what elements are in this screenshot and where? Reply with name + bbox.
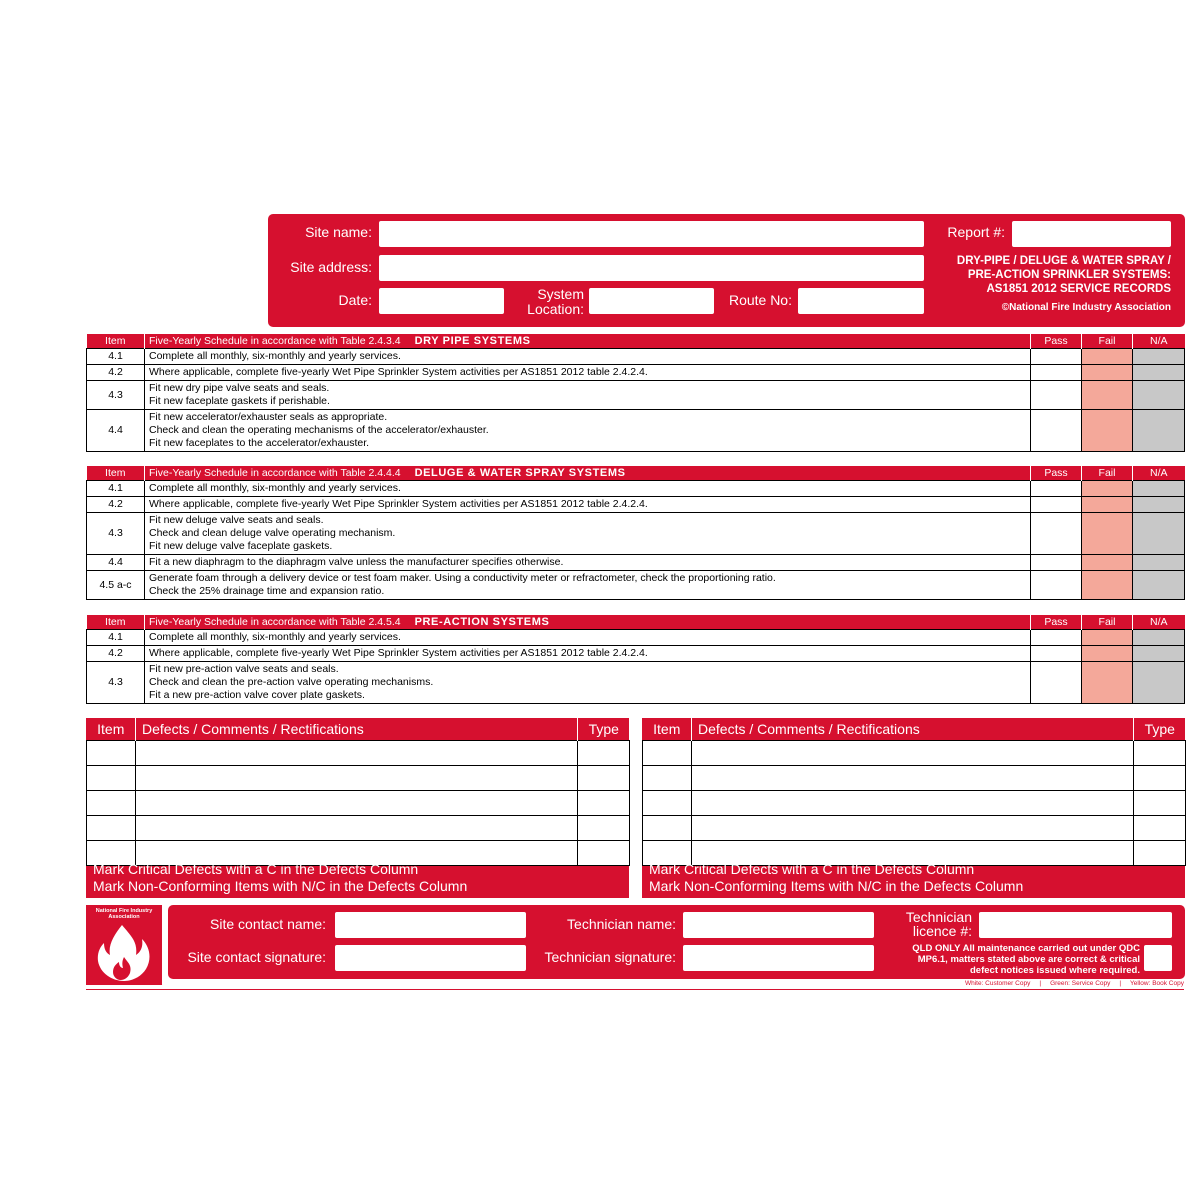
- table-row: [87, 555, 1185, 571]
- schedule-reference: Five-Yearly Schedule in accordance with Table 2.4.4.4: [149, 467, 401, 479]
- item-number: 4.4: [87, 410, 145, 452]
- table-row: [87, 646, 1185, 662]
- na-column-header: N/A: [1133, 466, 1185, 481]
- defect-type-cell[interactable]: [1134, 841, 1186, 866]
- task-description: [145, 646, 1031, 662]
- site-address-field[interactable]: [379, 255, 924, 281]
- task-description: [145, 630, 1031, 646]
- na-cell[interactable]: [1133, 646, 1185, 662]
- section-title: PRE-ACTION SYSTEMS: [414, 616, 550, 628]
- schedule-header-row: [87, 615, 1185, 630]
- defects-note: [649, 861, 1023, 895]
- fail-cell[interactable]: [1082, 497, 1133, 513]
- technician-licence-label: [884, 910, 972, 938]
- defect-item-cell[interactable]: [643, 791, 692, 816]
- item-number: 4.3: [87, 381, 145, 410]
- na-cell[interactable]: [1133, 349, 1185, 365]
- task-description: [145, 381, 1031, 410]
- defect-comment-cell[interactable]: [692, 741, 1134, 766]
- defects-comments-header: Defects / Comments / Rectifications: [692, 718, 1134, 741]
- defect-comment-cell[interactable]: [136, 741, 578, 766]
- pass-cell[interactable]: [1031, 630, 1082, 646]
- system-location-label: [514, 287, 584, 317]
- task-description: [145, 571, 1031, 600]
- fail-column-header: Fail: [1082, 466, 1133, 481]
- item-column-header: Item: [87, 334, 145, 349]
- report-number-label: Report #:: [947, 224, 1005, 240]
- schedule-header-row: [87, 466, 1185, 481]
- task-line: Check and clean the pre-action valve operating mechanisms.: [149, 676, 434, 688]
- signature-panel: [168, 905, 1185, 979]
- task-line: Fit new accelerator/exhauster seals as appropriate.: [149, 411, 388, 423]
- site-contact-signature-field[interactable]: [335, 945, 526, 971]
- table-row: [87, 365, 1185, 381]
- pass-column-header: Pass: [1031, 466, 1082, 481]
- item-number: 4.1: [87, 349, 145, 365]
- defect-row: [87, 766, 630, 791]
- logo-country: Australia: [132, 980, 162, 987]
- defect-row: [87, 791, 630, 816]
- task-line: Generate foam through a delivery device or test foam maker. Using a conductivity meter or refractometer, check the proportioning ratio.: [149, 572, 776, 584]
- pass-cell[interactable]: [1031, 555, 1082, 571]
- defect-type-cell[interactable]: [578, 816, 630, 841]
- pass-cell[interactable]: [1031, 513, 1082, 555]
- table-row: [87, 381, 1185, 410]
- defect-comment-cell[interactable]: [136, 766, 578, 791]
- fail-cell[interactable]: [1082, 365, 1133, 381]
- task-line: Check and clean the operating mechanisms of the accelerator/exhauster.: [149, 424, 489, 436]
- technician-licence-label-line-1: Technician: [905, 909, 972, 925]
- copy-distribution: White: Customer Copy | Green: Service Copy | Yellow: Book Copy: [964, 980, 1184, 987]
- defect-item-cell[interactable]: [87, 766, 136, 791]
- task-line: Fit a new pre-action valve cover plate gaskets.: [149, 689, 365, 701]
- item-number: 4.2: [87, 365, 145, 381]
- task-description: [145, 481, 1031, 497]
- date-label: Date:: [338, 292, 372, 308]
- task-line: Fit new pre-action valve seats and seals.: [149, 663, 339, 675]
- defect-type-cell[interactable]: [578, 766, 630, 791]
- fail-cell[interactable]: [1082, 410, 1133, 452]
- task-line: Fit new deluge valve seats and seals.: [149, 514, 324, 526]
- item-column-header: Item: [87, 615, 145, 630]
- pass-cell[interactable]: [1031, 497, 1082, 513]
- defect-item-cell[interactable]: [643, 816, 692, 841]
- logo-text: National Fire Industry Association: [95, 908, 153, 920]
- section-title: DRY PIPE SYSTEMS: [414, 335, 531, 347]
- fail-cell[interactable]: [1082, 381, 1133, 410]
- task-line: Fit a new diaphragm to the diaphragm valve unless the manufacturer specifies otherwise.: [149, 556, 564, 568]
- defect-item-cell[interactable]: [87, 816, 136, 841]
- na-cell[interactable]: [1133, 513, 1185, 555]
- na-column-header: N/A: [1133, 615, 1185, 630]
- defects-note-non-conforming: Mark Non-Conforming Items with N/C in the Defects Column: [93, 878, 468, 894]
- technician-signature-label: Technician signature:: [544, 949, 676, 965]
- defect-row: [643, 816, 1186, 841]
- nfia-logo: [86, 905, 162, 985]
- schedule-title-header: [145, 334, 1031, 349]
- defect-type-cell[interactable]: [578, 841, 630, 866]
- task-line: Where applicable, complete five-yearly Wet Pipe Sprinkler System activities per AS1851 2012 table 2.4.2.4.: [149, 366, 648, 378]
- item-number: 4.3: [87, 662, 145, 704]
- form-title-line-3: AS1851 2012 SERVICE RECORDS: [986, 283, 1171, 295]
- pass-column-header: Pass: [1031, 615, 1082, 630]
- pass-cell[interactable]: [1031, 481, 1082, 497]
- fail-cell[interactable]: [1082, 481, 1133, 497]
- system-location-field[interactable]: [589, 288, 714, 314]
- defects-note: [93, 861, 467, 895]
- footer-rule: [86, 989, 1184, 990]
- fail-cell[interactable]: [1082, 630, 1133, 646]
- na-column-header: N/A: [1133, 334, 1185, 349]
- qld-line-3: defect notices issued where required.: [970, 965, 1140, 976]
- fail-cell[interactable]: [1082, 662, 1133, 704]
- task-description: [145, 349, 1031, 365]
- na-cell[interactable]: [1133, 481, 1185, 497]
- item-number: 4.1: [87, 630, 145, 646]
- defects-note-critical: Mark Critical Defects with a C in the Defects Column: [649, 861, 975, 877]
- na-cell[interactable]: [1133, 555, 1185, 571]
- defect-comment-cell[interactable]: [692, 816, 1134, 841]
- defects-panel-left: [86, 718, 629, 898]
- defect-type-cell[interactable]: [578, 791, 630, 816]
- defect-comment-cell[interactable]: [692, 791, 1134, 816]
- fail-column-header: Fail: [1082, 334, 1133, 349]
- qld-line-1: QLD ONLY All maintenance carried out under QDC: [912, 943, 1140, 954]
- site-contact-name-label: Site contact name:: [210, 916, 326, 932]
- defect-row: [643, 791, 1186, 816]
- defects-type-header: Type: [578, 718, 630, 741]
- defects-item-header: Item: [97, 721, 125, 737]
- task-line: Where applicable, complete five-yearly Wet Pipe Sprinkler System activities per AS1851 2012 table 2.4.2.4.: [149, 498, 648, 510]
- schedule-title-header: [145, 466, 1031, 481]
- qld-checkbox[interactable]: [1144, 945, 1172, 971]
- report-number-field[interactable]: [1012, 221, 1171, 247]
- schedule-table: [86, 466, 1185, 600]
- task-line: Complete all monthly, six-monthly and yearly services.: [149, 350, 401, 362]
- task-line: Complete all monthly, six-monthly and yearly services.: [149, 482, 401, 494]
- task-line: Complete all monthly, six-monthly and yearly services.: [149, 631, 401, 643]
- technician-name-label: Technician name:: [567, 916, 676, 932]
- na-cell[interactable]: [1133, 497, 1185, 513]
- defect-comment-cell[interactable]: [692, 766, 1134, 791]
- defects-table-left: [86, 718, 630, 866]
- table-row: [87, 513, 1185, 555]
- system-location-label-line-2: Location:: [527, 301, 584, 317]
- defect-item-cell[interactable]: [643, 766, 692, 791]
- pass-cell[interactable]: [1031, 662, 1082, 704]
- item-number: 4.5 a-c: [87, 571, 145, 600]
- technician-licence-field[interactable]: [979, 912, 1172, 938]
- schedule-header-row: [87, 334, 1185, 349]
- item-number: 4.3: [87, 513, 145, 555]
- table-row: [87, 349, 1185, 365]
- technician-signature-field[interactable]: [683, 945, 874, 971]
- fail-cell[interactable]: [1082, 513, 1133, 555]
- defect-row: [643, 741, 1186, 766]
- section-title: DELUGE & WATER SPRAY SYSTEMS: [414, 467, 626, 479]
- table-row: [87, 571, 1185, 600]
- table-row: [87, 662, 1185, 704]
- task-description: [145, 662, 1031, 704]
- schedule-table: [86, 334, 1185, 452]
- table-row: [87, 481, 1185, 497]
- schedule-reference: Five-Yearly Schedule in accordance with Table 2.4.3.4: [149, 335, 401, 347]
- na-cell[interactable]: [1133, 410, 1185, 452]
- table-row: [87, 630, 1185, 646]
- site-name-label: Site name:: [305, 224, 372, 240]
- date-field[interactable]: [379, 288, 504, 314]
- defects-table-right: [642, 718, 1186, 866]
- defects-note-non-conforming: Mark Non-Conforming Items with N/C in the Defects Column: [649, 878, 1024, 894]
- site-contact-signature-label: Site contact signature:: [187, 949, 326, 965]
- task-line: Fit new deluge valve faceplate gaskets.: [149, 540, 333, 552]
- site-address-label: Site address:: [290, 259, 372, 275]
- task-description: [145, 365, 1031, 381]
- copyright-text: ©National Fire Industry Association: [1001, 302, 1171, 313]
- form-title-line-1: DRY-PIPE / DELUGE & WATER SPRAY /: [956, 255, 1171, 267]
- defect-row: [643, 766, 1186, 791]
- fail-cell[interactable]: [1082, 555, 1133, 571]
- na-cell[interactable]: [1133, 571, 1185, 600]
- task-description: [145, 410, 1031, 452]
- task-line: Fit new dry pipe valve seats and seals.: [149, 382, 330, 394]
- route-no-field[interactable]: [798, 288, 924, 314]
- pass-cell[interactable]: [1031, 571, 1082, 600]
- task-line: Check and clean deluge valve operating mechanism.: [149, 527, 396, 539]
- na-cell[interactable]: [1133, 630, 1185, 646]
- task-description: [145, 555, 1031, 571]
- fail-cell[interactable]: [1082, 349, 1133, 365]
- pass-cell[interactable]: [1031, 646, 1082, 662]
- defect-type-cell[interactable]: [1134, 766, 1186, 791]
- form-title-line-2: PRE-ACTION SPRINKLER SYSTEMS:: [967, 269, 1171, 281]
- defect-type-cell[interactable]: [1134, 791, 1186, 816]
- table-row: [87, 410, 1185, 452]
- item-column-header: Item: [87, 466, 145, 481]
- defect-row: [87, 741, 630, 766]
- defect-comment-cell[interactable]: [136, 791, 578, 816]
- pass-cell[interactable]: [1031, 410, 1082, 452]
- qld-line-2: MP6.1, matters stated above are correct & critical: [917, 954, 1140, 965]
- defect-type-cell[interactable]: [578, 741, 630, 766]
- flame-icon: [86, 905, 162, 985]
- defect-type-cell[interactable]: [1134, 741, 1186, 766]
- defect-row: [87, 816, 630, 841]
- pass-cell[interactable]: [1031, 365, 1082, 381]
- defect-item-cell[interactable]: [643, 741, 692, 766]
- schedule-reference: Five-Yearly Schedule in accordance with Table 2.4.5.4: [149, 616, 401, 628]
- defect-comment-cell[interactable]: [136, 816, 578, 841]
- na-cell[interactable]: [1133, 662, 1185, 704]
- na-cell[interactable]: [1133, 381, 1185, 410]
- schedule-table: [86, 615, 1185, 704]
- item-number: 4.1: [87, 481, 145, 497]
- defects-panel-right: [642, 718, 1185, 898]
- defect-item-cell[interactable]: [87, 791, 136, 816]
- header-panel: [268, 214, 1185, 327]
- defects-comments-header: Defects / Comments / Rectifications: [136, 718, 578, 741]
- fail-column-header: Fail: [1082, 615, 1133, 630]
- task-line: Check the 25% drainage time and expansion ratio.: [149, 585, 385, 597]
- item-number: 4.4: [87, 555, 145, 571]
- item-number: 4.2: [87, 646, 145, 662]
- defects-type-header: Type: [1134, 718, 1186, 741]
- technician-name-field[interactable]: [683, 912, 874, 938]
- form-title: [931, 254, 1171, 296]
- defect-type-cell[interactable]: [1134, 816, 1186, 841]
- schedule-title-header: [145, 615, 1031, 630]
- defects-note-critical: Mark Critical Defects with a C in the Defects Column: [93, 861, 419, 877]
- task-description: [145, 513, 1031, 555]
- pass-column-header: Pass: [1031, 334, 1082, 349]
- task-line: Where applicable, complete five-yearly Wet Pipe Sprinkler System activities per AS1851 2012 table 2.4.2.4.: [149, 647, 648, 659]
- task-description: [145, 497, 1031, 513]
- na-cell[interactable]: [1133, 365, 1185, 381]
- site-name-field[interactable]: [379, 221, 924, 247]
- table-row: [87, 497, 1185, 513]
- fail-cell[interactable]: [1082, 646, 1133, 662]
- defects-item-header: Item: [653, 721, 681, 737]
- task-line: Fit new faceplate gaskets if perishable.: [149, 395, 330, 407]
- system-location-label-line-1: System: [537, 286, 584, 302]
- task-line: Fit new faceplates to the accelerator/exhauster.: [149, 437, 370, 449]
- item-number: 4.2: [87, 497, 145, 513]
- technician-licence-label-line-2: licence #:: [912, 923, 972, 939]
- fail-cell[interactable]: [1082, 571, 1133, 600]
- route-no-label: Route No:: [728, 292, 792, 308]
- pass-cell[interactable]: [1031, 381, 1082, 410]
- defect-item-cell[interactable]: [87, 741, 136, 766]
- qld-declaration: [888, 943, 1140, 976]
- pass-cell[interactable]: [1031, 349, 1082, 365]
- site-contact-name-field[interactable]: [335, 912, 526, 938]
